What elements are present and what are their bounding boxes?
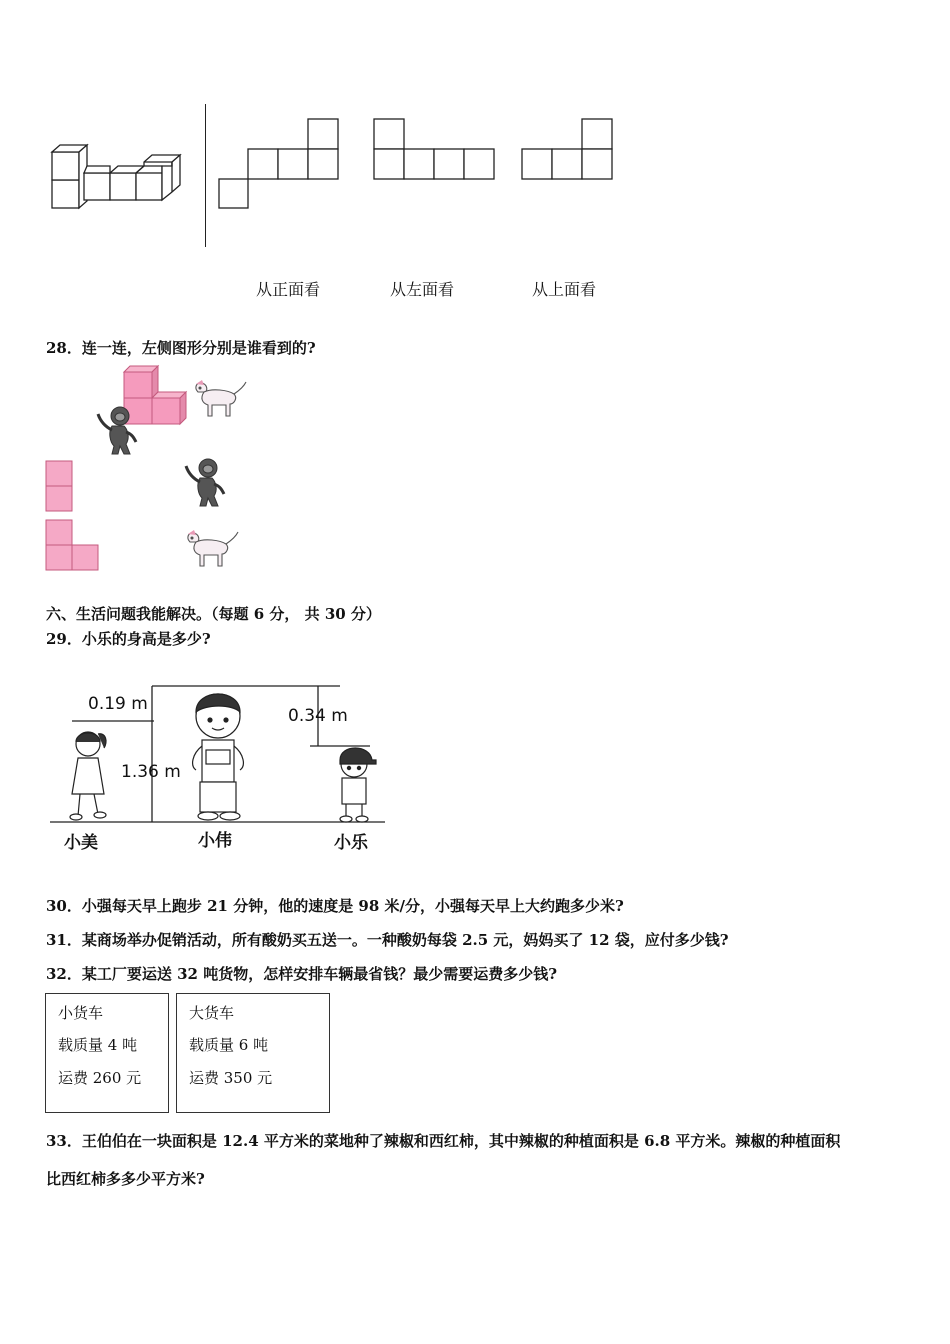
height-figure <box>50 676 390 856</box>
name-xiaomei: 小美 <box>64 833 98 853</box>
dog-icon <box>188 378 248 420</box>
small-truck-capacity: 载质量 4 吨 <box>58 1036 138 1054</box>
monkey-icon <box>92 404 138 456</box>
section-6-title: 六、生活问题我能解决。（每题 6 分， 共 30 分） <box>46 605 381 623</box>
question-32: 32．某工厂要运送 32 吨货物，怎样安排车辆最省钱？最少需要运费多少钱? <box>46 965 557 983</box>
big-truck-capacity: 载质量 6 吨 <box>189 1036 269 1054</box>
pink-view-shape-1 <box>45 460 75 514</box>
top-view-label: 从上面看 <box>532 280 597 299</box>
left-view-label: 从左面看 <box>390 280 455 299</box>
label-0.34m: 0.34 m <box>288 706 348 726</box>
question-28: 28．连一连，左侧图形分别是谁看到的? <box>46 339 316 357</box>
monkey-icon-2 <box>180 456 226 508</box>
front-view-figure <box>218 118 340 210</box>
question-31: 31．某商场举办促销活动，所有酸奶买五送一。一种酸奶每袋 2.5 元，妈妈买了 12 袋，应付多少钱? <box>46 931 729 949</box>
name-xiaole: 小乐 <box>334 833 368 853</box>
label-1.36m: 1.36 m <box>121 762 181 782</box>
pink-view-shape-2 <box>45 519 101 573</box>
name-xiaowei: 小伟 <box>198 831 232 851</box>
small-truck-box <box>45 993 169 1113</box>
question-33-line-2: 比西红柿多多少平方米? <box>46 1170 205 1188</box>
big-truck-cost: 运费 350 元 <box>189 1069 273 1087</box>
big-truck-box <box>176 993 330 1113</box>
cube-solid-figure <box>44 140 189 220</box>
small-truck-name: 小货车 <box>58 1004 104 1022</box>
question-33-line-1: 33．王伯伯在一块面积是 12.4 平方米的菜地种了辣椒和西红柿，其中辣椒的种植面积是 6.8 平方米。辣椒的种植面积 <box>46 1132 841 1150</box>
label-0.19m: 0.19 m <box>88 694 148 714</box>
question-29: 29．小乐的身高是多少? <box>46 630 211 648</box>
top-view-figure <box>521 118 614 180</box>
big-truck-name: 大货车 <box>189 1004 235 1022</box>
front-view-label: 从正面看 <box>256 280 321 299</box>
question-30: 30．小强每天早上跑步 21 分钟，他的速度是 98 米/分，小强每天早上大约跑多少米? <box>46 897 624 915</box>
left-view-figure <box>373 118 496 180</box>
divider-line <box>205 104 206 247</box>
dog-icon-2 <box>180 528 240 570</box>
small-truck-cost: 运费 260 元 <box>58 1069 142 1087</box>
